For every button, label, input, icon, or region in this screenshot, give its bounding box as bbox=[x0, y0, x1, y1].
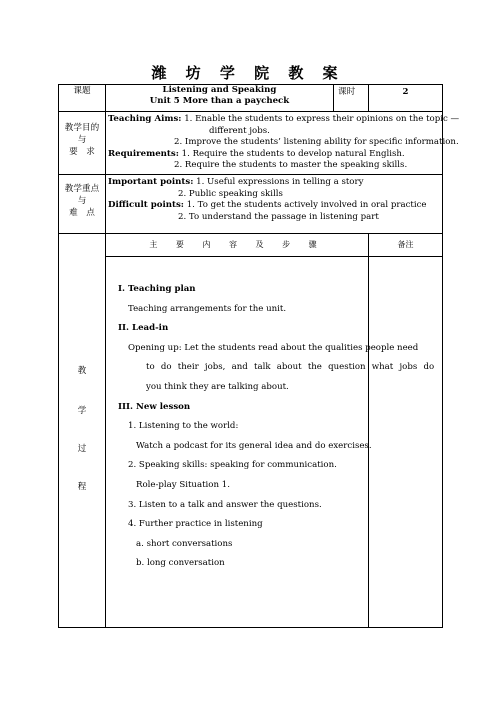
process-label-char-1: 教 bbox=[77, 366, 87, 376]
section-new-lesson: III. New lesson bbox=[118, 401, 191, 412]
difficult-point-2: 2. To understand the passage in listening part bbox=[178, 211, 379, 222]
aim-1a: 1. Enable the students to express their opinions on the topic — bbox=[181, 114, 460, 124]
requirements-label: Requirements: bbox=[108, 148, 179, 159]
key-points-label-line-3: 难 点 bbox=[69, 208, 95, 218]
key-points-cell bbox=[106, 175, 443, 234]
step-1: 1. Listening to the world: bbox=[128, 421, 239, 432]
teaching-plan-text: Teaching arrangements for the unit. bbox=[128, 303, 287, 314]
step-4: 4. Further practice in listening bbox=[128, 519, 263, 530]
important-point-2: 2. Public speaking skills bbox=[178, 188, 283, 199]
aim-1b: different jobs. bbox=[209, 125, 270, 136]
teaching-aims-label: Teaching Aims: bbox=[108, 114, 182, 124]
topic-row bbox=[59, 85, 443, 112]
lesson-content bbox=[106, 257, 435, 574]
aims-row bbox=[59, 112, 443, 175]
section-teaching-plan: I. Teaching plan bbox=[118, 284, 196, 294]
aims-label bbox=[59, 112, 106, 175]
key-points-label-line-2: 与 bbox=[77, 196, 87, 206]
important-points-label: Important points: bbox=[108, 177, 194, 187]
aim-2: 2. Improve the students’ listening ability for specific information. bbox=[174, 137, 459, 147]
hours-label: 课时 bbox=[334, 85, 369, 112]
lesson-plan-table bbox=[58, 84, 460, 628]
aims-label-line-3: 要 求 bbox=[69, 147, 95, 157]
page-title: 潍 坊 学 院 教 案 bbox=[151, 64, 345, 82]
difficult-point-1: 1. To get the students actively involved in oral practice bbox=[183, 200, 427, 210]
process-label bbox=[59, 234, 106, 628]
notes-header: 备注 bbox=[369, 234, 442, 257]
step-3: 3. Listen to a talk and answer the questions. bbox=[128, 499, 322, 510]
lead-in-text-3: you think they are talking about. bbox=[146, 381, 289, 392]
process-label-char-2: 学 bbox=[77, 406, 87, 416]
topic-line-1: Listening and Speaking bbox=[162, 85, 277, 95]
lead-in-text-1: Opening up: Let the students read about the qualities people need bbox=[128, 342, 419, 353]
key-points-row bbox=[59, 175, 443, 234]
important-point-1: 1. Useful expressions in telling a story bbox=[193, 177, 364, 187]
key-points-label bbox=[59, 175, 106, 234]
step-1-detail: Watch a podcast for its general idea and do exercises. bbox=[136, 440, 372, 451]
topic-label: 课题 bbox=[59, 85, 106, 112]
difficult-points-label: Difficult points: bbox=[108, 200, 184, 210]
step-2: 2. Speaking skills: speaking for communication. bbox=[128, 460, 337, 471]
step-4-a: a. short conversations bbox=[136, 538, 233, 549]
requirement-1: 1. Require the students to develop natural English. bbox=[178, 148, 405, 159]
process-row bbox=[59, 234, 443, 628]
requirement-2: 2. Require the students to master the speaking skills. bbox=[174, 160, 408, 170]
notes-cell bbox=[369, 234, 443, 628]
section-lead-in: II. Lead-in bbox=[118, 323, 169, 334]
main-content-header: 主 要 内 容 及 步 骤 bbox=[106, 234, 368, 257]
process-label-char-3: 过 bbox=[77, 444, 87, 454]
aims-label-line-2: 与 bbox=[77, 135, 87, 145]
step-4-b: b. long conversation bbox=[136, 558, 225, 569]
key-points-label-line-1: 教学重点 bbox=[64, 184, 100, 194]
aims-cell bbox=[106, 112, 460, 175]
aims-label-line-1: 教学目的 bbox=[64, 123, 100, 133]
lead-in-text-2: to do their jobs, and talk about the question what jobs do bbox=[146, 362, 435, 373]
topic-cell bbox=[106, 85, 334, 112]
hours-value: 2 bbox=[369, 85, 443, 112]
topic-line-2: Unit 5 More than a paycheck bbox=[149, 96, 290, 106]
step-2-detail: Role-play Situation 1. bbox=[136, 479, 230, 490]
process-label-char-4: 程 bbox=[77, 482, 87, 492]
